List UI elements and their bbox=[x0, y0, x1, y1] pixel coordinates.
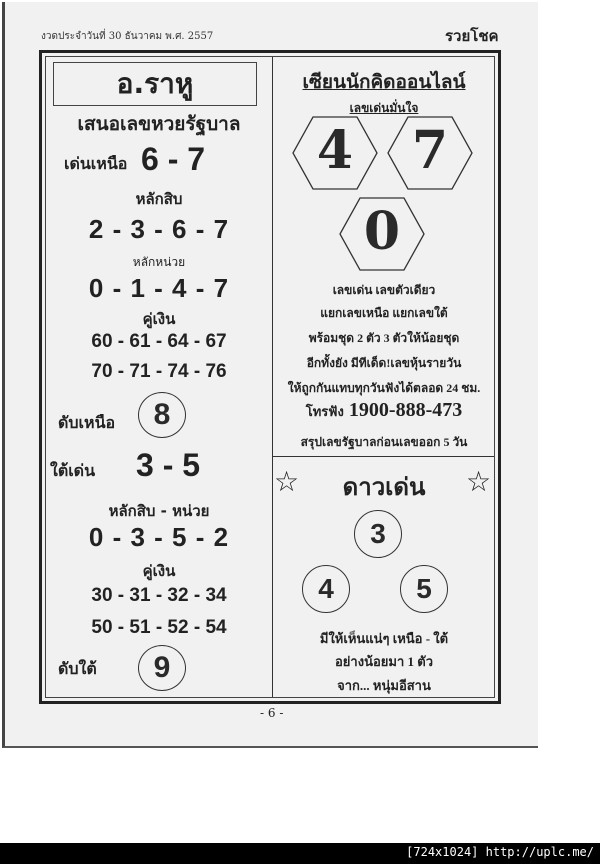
bottom-excluded-label: ดับใต้ bbox=[58, 659, 97, 678]
star-section-title: ดาวเด่น bbox=[342, 473, 426, 501]
top-excluded-label: ดับเหนือ bbox=[58, 413, 116, 432]
promo-line-4: อีกทั้งยัง มีทีเด็ด!เลขหุ้นรายวัน bbox=[306, 356, 462, 370]
magazine-page bbox=[2, 2, 538, 748]
top-excluded-circle: 8 bbox=[138, 392, 186, 438]
tens-label: หลักสิบ bbox=[135, 190, 183, 208]
star-note-3: จาก... หนุ่มอีสาน bbox=[337, 678, 431, 693]
top-pick-label: เด่นเหนือ bbox=[64, 154, 128, 173]
phone-label: โทรฟัง bbox=[305, 404, 344, 419]
right-subtitle: เลขเด่นมั่นใจ bbox=[349, 101, 419, 115]
bottom-pick-label: ใต้เด่น bbox=[50, 461, 95, 480]
pairs-label: คู่เงิน bbox=[142, 310, 176, 328]
promo-line-3: พร้อมชุด 2 ตัว 3 ตัวให้น้อยชุด bbox=[308, 331, 460, 345]
units-values: 0 - 1 - 4 - 7 bbox=[88, 273, 230, 303]
star-icon-left: ☆ bbox=[274, 465, 300, 498]
right-title: เซียนนักคิดออนไลน์ bbox=[302, 71, 466, 93]
star-circle-3: 5 bbox=[400, 565, 448, 613]
promo-line-1: เลขเด่น เลขตัวเดียว bbox=[332, 283, 436, 297]
bottom-pick-value: 3 - 5 bbox=[136, 447, 201, 483]
star-circle-2: 4 bbox=[302, 565, 350, 613]
left-title: อ.ราหู bbox=[53, 62, 257, 106]
bottom-excluded-circle: 9 bbox=[138, 645, 186, 691]
left-subtitle: เสนอเลขหวยรัฐบาล bbox=[77, 113, 241, 135]
page-number: - 6 - bbox=[260, 706, 284, 720]
pairs-row-2: 70 - 71 - 74 - 76 bbox=[91, 361, 227, 382]
star-note-2: อย่างน้อยมา 1 ตัว bbox=[335, 654, 433, 669]
phone-line bbox=[273, 399, 495, 422]
hex-number-3: 0 bbox=[339, 197, 425, 271]
tens-units-values: 0 - 3 - 5 - 2 bbox=[88, 522, 230, 552]
publication-name: รวยโชค bbox=[445, 27, 499, 45]
watermark-bar bbox=[0, 843, 600, 864]
phone-number: 1900-888-473 bbox=[348, 399, 463, 421]
pairs2-label: คู่เงิน bbox=[142, 562, 176, 580]
column-divider bbox=[272, 57, 273, 697]
hex-number-2: 7 bbox=[387, 116, 473, 190]
promo-line-2: แยกเลขเหนือ แยกเลขใต้ bbox=[320, 306, 448, 320]
pairs-row-1: 60 - 61 - 64 - 67 bbox=[91, 331, 227, 352]
units-label: หลักหน่วย bbox=[132, 255, 186, 269]
star-circle-1: 3 bbox=[354, 510, 402, 558]
hex-number-1: 4 bbox=[292, 116, 378, 190]
tens-values: 2 - 3 - 6 - 7 bbox=[88, 214, 230, 244]
issue-date: งวดประจำวันที่ 30 ธันวาคม พ.ศ. 2557 bbox=[41, 31, 214, 42]
tens-units-label: หลักสิบ - หน่วย bbox=[108, 502, 210, 520]
promo-line-5: ให้ถูกกันแทบทุกวันฟังได้ตลอด 24 ชม. bbox=[287, 381, 481, 395]
star-note-1: มีให้เห็นแน่ๆ เหนือ - ใต้ bbox=[319, 631, 449, 646]
pairs2-row-1: 30 - 31 - 32 - 34 bbox=[91, 585, 227, 606]
pairs2-row-2: 50 - 51 - 52 - 54 bbox=[91, 617, 227, 638]
top-pick-value: 6 - 7 bbox=[141, 141, 206, 177]
section-divider bbox=[273, 456, 494, 457]
star-icon-right: ☆ bbox=[466, 465, 492, 498]
summary-line: สรุปเลขรัฐบาลก่อนเลขออก 5 วัน bbox=[300, 435, 468, 449]
content-frame bbox=[39, 50, 501, 704]
watermark-text: [724x1024] http://uplc.me/ bbox=[406, 845, 594, 859]
